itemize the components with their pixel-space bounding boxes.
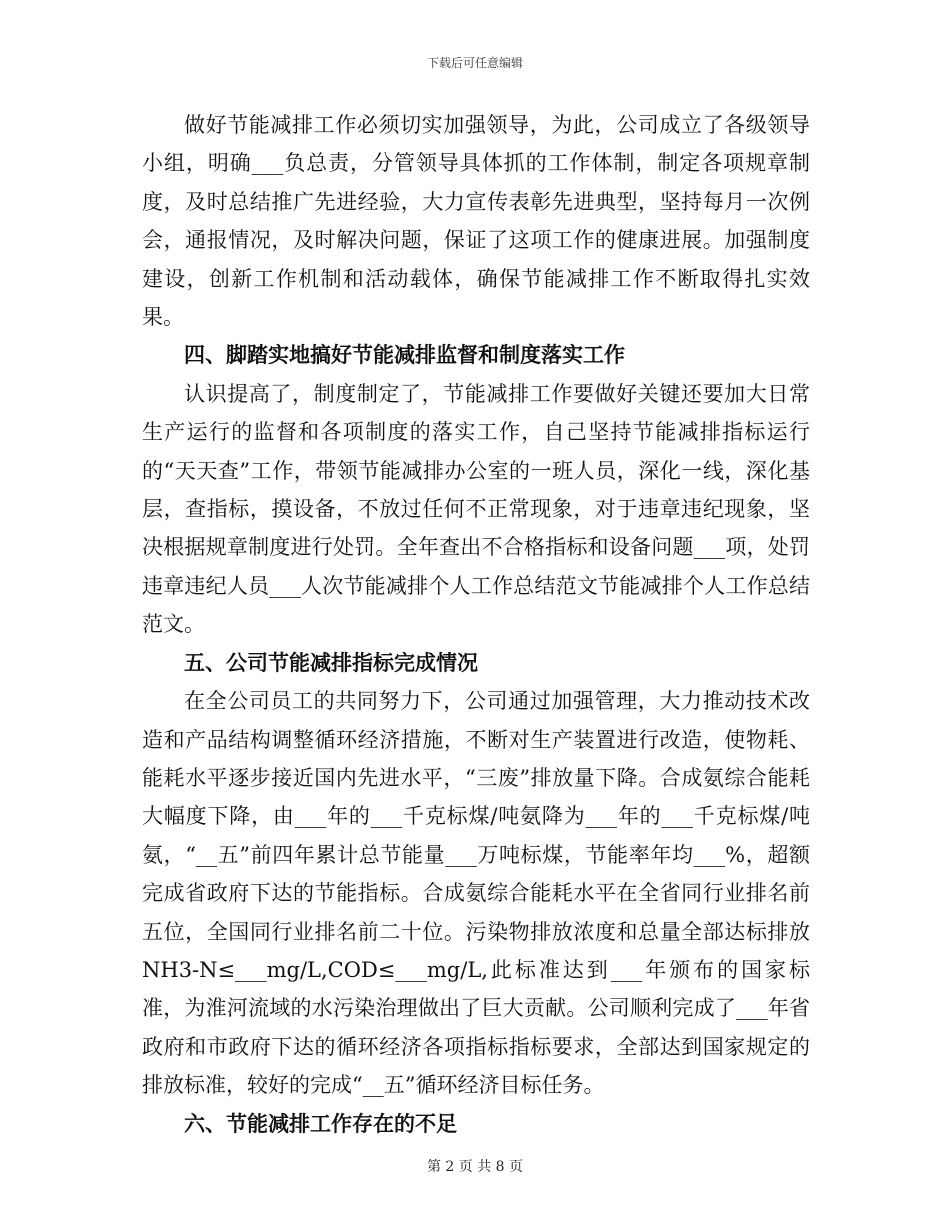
paragraph: 在全公司员工的共同努力下，公司通过加强管理，大力推动技术改造和产品结构调整循环经济措施，不断对生产装置进行改造，使物耗、能耗水平逐步接近国内先进水平，“三废”排放量下降。合成氨综合能耗大幅度下降，由___年的___千克标煤/吨氨降为___年的___千克标煤/吨氨，“__五”前四年累计总节能量___万吨标煤，节能率年均___%，超额完成省政府下达的节能指标。合成氨综合能耗水平在全省同行业排名前五位，全国同行业排名前二十位。污染物排放浓度和总量全部达标排放NH3-N≤___mg/L,COD≤___mg/L,此标准达到___年颁布的国家标准，为淮河流域的水污染治理做出了巨大贡献。公司顺利完成了___年省政府和市政府下达的循环经济各项指标指标要求，全部达到国家规定的排放标准，较好的完成“__五”循环经济目标任务。 — [142, 689, 810, 1098]
page-footer: 第 2 页 共 8 页 — [426, 1159, 524, 1175]
paragraph: 做好节能减排工作必须切实加强领导，为此，公司成立了各级领导小组，明确___负总责，分管领导具体抓的工作体制，制定各项规章制度，及时总结推广先进经验，大力宣传表彰先进典型，坚持每月一次例会，通报情况，及时解决问题，保证了这项工作的健康进展。加强制度建设，创新工作机制和活动载体，确保节能减排工作不断取得扎实效果。 — [142, 113, 810, 330]
section-heading: 四、脚踏实地搞好节能减排监督和制度落实工作 — [184, 343, 625, 368]
document-body — [142, 106, 810, 1143]
section-heading: 六、节能减排工作存在的不足 — [184, 1111, 457, 1136]
section-heading: 五、公司节能减排指标完成情况 — [184, 650, 478, 675]
paragraph: 认识提高了，制度制定了，节能减排工作要做好关键还要加大日常生产运行的监督和各项制度的落实工作，自己坚持节能减排指标运行的“天天查”工作，带领节能减排办公室的一班人员，深化一线，深化基层，查指标，摸设备，不放过任何不正常现象，对于违章违纪现象，坚决根据规章制度进行处罚。全年查出不合格指标和设备问题___项，处罚违章违纪人员___人次节能减排个人工作总结范文节能减排个人工作总结范文。 — [142, 381, 810, 637]
page-header: 下载后可任意编辑 — [426, 56, 523, 70]
